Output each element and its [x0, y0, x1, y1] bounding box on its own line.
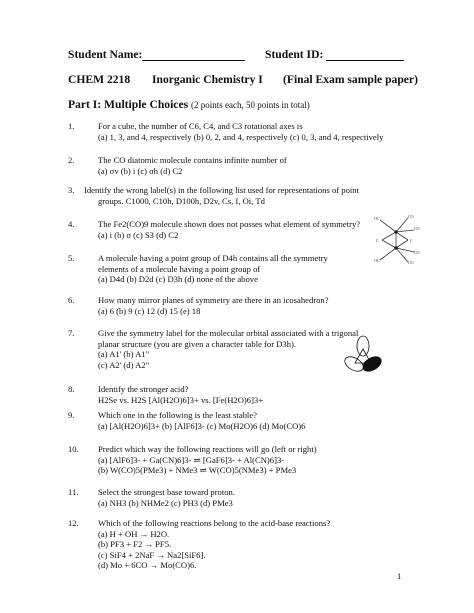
svg-text:OC: OC: [374, 258, 380, 263]
question-text: A molecule having a point group of D4h contains all the symmetry: [98, 253, 328, 263]
question-text: The CO diatomic molecule contains infinite number of: [98, 155, 287, 165]
question-number: 4.: [68, 219, 75, 229]
question-option-line[interactable]: (b) W(CO)5(PMe3) + NMe3 ⇌ W(CO)5(NMe3) + PMe3: [98, 465, 297, 475]
svg-text:C: C: [410, 238, 413, 243]
question-number: 3.: [68, 185, 75, 195]
question-text: Predict which way the following reactions will go (left or right): [98, 444, 317, 454]
question-number: 9.: [68, 410, 75, 420]
student-id-blank[interactable]: [326, 60, 404, 61]
question-option-line[interactable]: (c) A2' (d) A2": [98, 359, 150, 370]
question-text: Identify the wrong label(s) in the following list used for representations of point: [84, 185, 359, 195]
question-option-line[interactable]: (a) 1, 3, and 4, respectively (b) 0, 2, and 4, respectively (c) 0, 3, and 4, respectively: [98, 131, 384, 142]
question-text: Which of the following reactions belong to the acid-base reactions?: [98, 518, 331, 528]
question-number: 6.: [68, 295, 75, 305]
question-text: The Fe2(CO)9 molecule shown does not posses what element of symmetry?: [98, 219, 361, 229]
student-name-label: Student Name:: [68, 48, 143, 61]
question-number: 1.: [68, 121, 75, 131]
svg-text:CO: CO: [408, 214, 414, 219]
question-option-line[interactable]: (a) NH3 (b) NHMe2 (c) PH3 (d) PMe3: [98, 497, 233, 508]
question-text: Give the symmetry label for the molecular orbital associated with a trigonal: [98, 328, 359, 338]
question-number: 11.: [68, 487, 79, 497]
question-number: 12.: [68, 518, 79, 528]
question-option-line[interactable]: (c) SiF4 + 2NaF → Na2[SiF6].: [98, 549, 206, 560]
part-title: Part I: Multiple Choices: [68, 98, 189, 111]
question-option-line[interactable]: (a) A1' (b) A1": [98, 349, 150, 359]
question-number: 2.: [68, 155, 75, 165]
question-option-line[interactable]: planar structure (you are given a character table for D3h).: [98, 338, 297, 349]
question-option-line[interactable]: (a) i (b) σ (c) S3 (d) C2: [98, 229, 179, 240]
question-text: How many mirror planes of symmetry are there in an icosahedron?: [98, 295, 329, 305]
question-text: For a cube, the number of C6, C4, and C3 rotational axes is: [98, 121, 303, 131]
student-id-label: Student ID:: [265, 48, 324, 61]
question-text: Which one in the following is the least stable?: [98, 410, 257, 420]
question-option-line[interactable]: elements of a molecule having a point group of: [98, 263, 261, 274]
question-text: Select the strongest base toward proton.: [98, 487, 235, 497]
question-option-line[interactable]: (a) [Al(H2O)6]3+ (b) [AlF6]3- (c) Mo(H2O)6 (d) Mo(CO)6: [98, 420, 306, 431]
svg-text:CO: CO: [408, 260, 414, 265]
question-option-line[interactable]: (a) H + OH → H2O.: [98, 528, 170, 539]
question-number: 5.: [68, 253, 75, 263]
question-number: 10.: [68, 444, 79, 454]
student-name-blank[interactable]: [142, 60, 245, 61]
svg-text:C: C: [376, 238, 379, 243]
question-number: 7.: [68, 328, 75, 338]
course-code: CHEM 2218: [68, 73, 131, 86]
question-text: Identify the stronger acid?: [98, 384, 189, 394]
trigonal-orbital-figure: [339, 335, 387, 383]
svg-text:CO: CO: [414, 250, 420, 255]
question-option-line[interactable]: (a) σv (b) i (c) σh (d) C2: [98, 165, 183, 176]
question-option-line[interactable]: (a) [AlF6]3- + Ga(CN)6]3- ⇌ [GaF6]3- + Al(CN)6]3-: [98, 454, 285, 465]
svg-text:OC: OC: [374, 216, 380, 221]
exam-subtitle: (Final Exam sample paper): [283, 73, 418, 86]
svg-text:CO: CO: [414, 226, 420, 231]
question-option-line[interactable]: (d) Mo + 6CO → Mo(CO)6.: [98, 560, 197, 570]
question-option-line[interactable]: (b) PF3 + F2 → PF5.: [98, 539, 172, 549]
question-option-line[interactable]: groups. C1000, C10h, D100h, D2v, Cs, I, Oi, Td: [98, 195, 265, 206]
part-note: (2 points each, 50 points in total): [191, 100, 310, 110]
page-number: 1: [397, 571, 402, 581]
question-option-line[interactable]: (a) D4d (b) D2d (c) D3h (d) none of the above: [98, 274, 258, 284]
question-option-line[interactable]: (a) 6 (b) 9 (c) 12 (d) 15 (e) 18: [98, 305, 201, 316]
fe2co9-structure-figure: [368, 212, 424, 268]
question-option-line[interactable]: H2Se vs. H2S [Al(H2O)6]3+ vs. [Fe(H2O)6]3+: [98, 394, 264, 405]
question-number: 8.: [68, 384, 75, 394]
course-title: Inorganic Chemistry I: [152, 73, 263, 86]
